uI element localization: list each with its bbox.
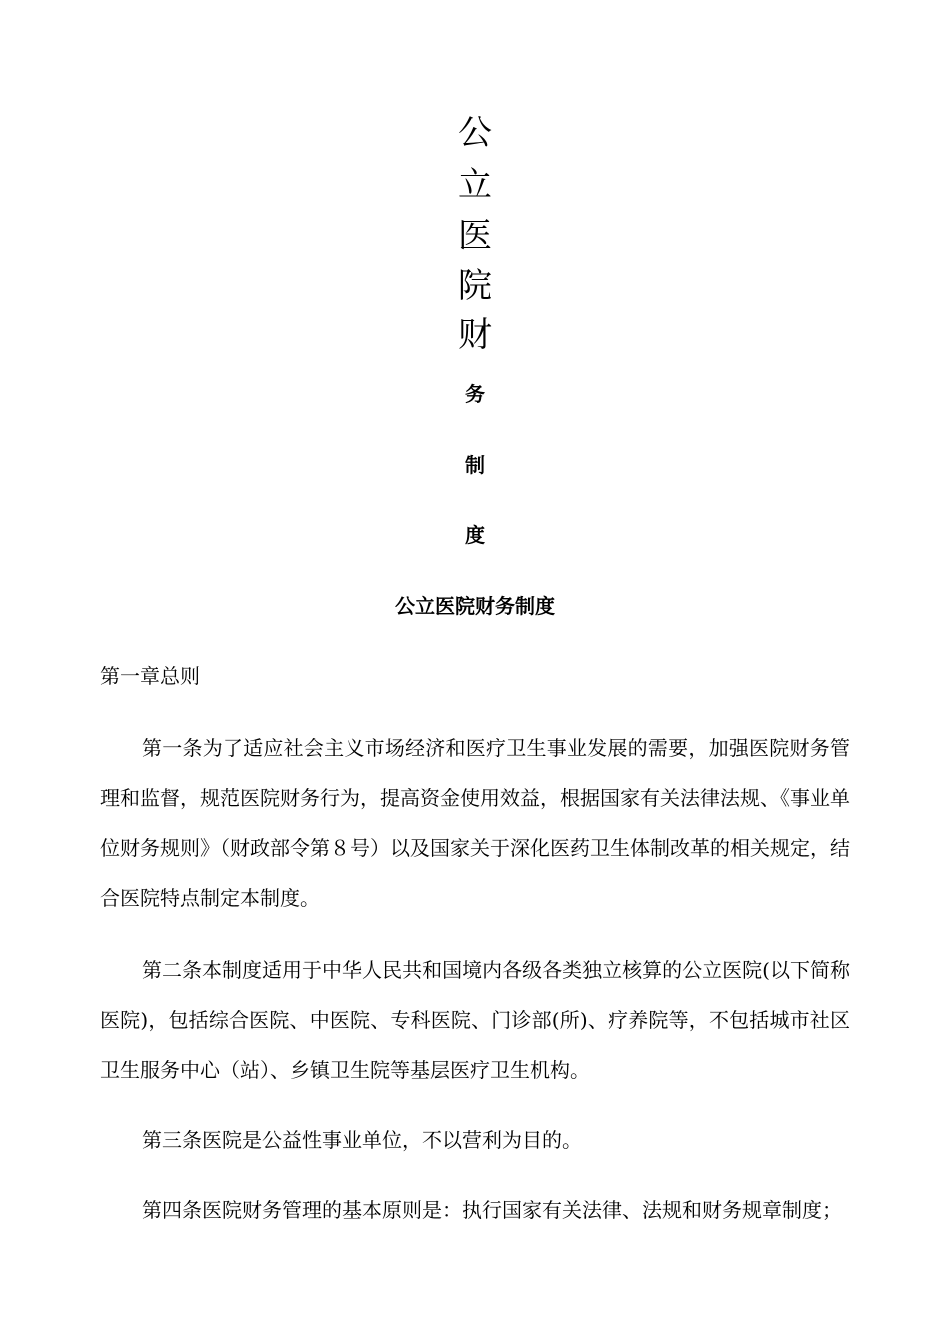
cover-title-char: 院 — [458, 266, 492, 306]
cover-subtitle-char: 度 — [465, 523, 485, 547]
article-paragraph: 第一条为了适应社会主义市场经济和医疗卫生事业发展的需要，加强医院财务管理和监督，规范医院财务行为，提高资金使用效益，根据国家有关法律法规、《事业单位财务规则》（财政部令第８号）以及国家关于深化医药卫生体制改革的相关规定，结合医院特点制定本制度。 — [100, 736, 850, 910]
article-paragraph: 第三条医院是公益性事业单位，不以营利为目的。 — [142, 1128, 582, 1152]
cover-title-char: 公 — [458, 113, 492, 153]
cover-subtitle-char: 制 — [465, 453, 485, 477]
cover-title-char: 财 — [458, 315, 492, 355]
article-paragraph: 第四条医院财务管理的基本原则是：执行国家有关法律、法规和财务规章制度； — [142, 1198, 842, 1222]
cover-subtitle-char: 务 — [465, 382, 485, 406]
cover-title-char: 医 — [458, 216, 492, 256]
article-paragraph: 第二条本制度适用于中华人民共和国境内各级各类独立核算的公立医院(以下简称医院)，包括综合医院、中医院、专科医院、门诊部(所)、疗养院等，不包括城市社区卫生服务中心（站）、乡镇卫生院等基层医疗卫生机构。 — [100, 958, 850, 1082]
document-title: 公立医院财务制度 — [395, 594, 555, 618]
cover-title-char: 立 — [458, 165, 492, 205]
chapter-heading: 第一章总则 — [100, 664, 200, 688]
